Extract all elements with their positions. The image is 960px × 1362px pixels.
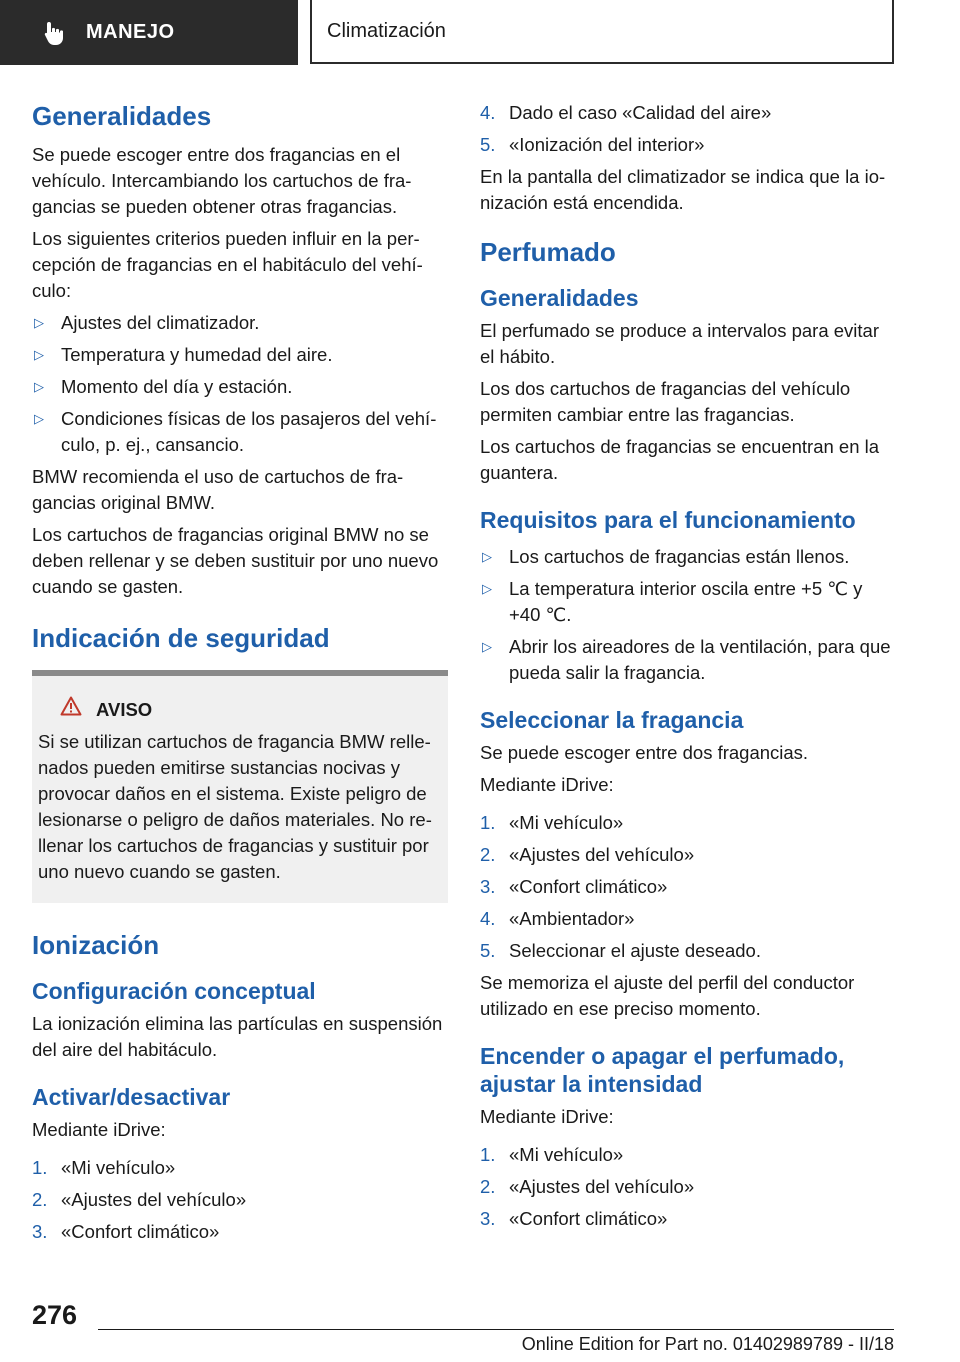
select-paragraph: Se puede escoger entre dos fragancias. bbox=[480, 742, 809, 763]
concept-text: La ionización elimina las partículas en suspensión del aire del habitáculo. bbox=[32, 1013, 443, 1060]
perfume-paragraph-3: Los cartuchos de fragancias se encuentran en la guantera. bbox=[480, 436, 880, 483]
warning-triangle-icon bbox=[60, 696, 82, 723]
triangle-bullet-icon: ▷ bbox=[482, 581, 492, 596]
list-item: 3. «Confort climático» bbox=[480, 1208, 668, 1229]
triangle-bullet-icon: ▷ bbox=[482, 549, 492, 564]
concept-heading: Configuración conceptual bbox=[32, 978, 316, 1004]
section-label: MANEJO bbox=[86, 21, 175, 43]
left-column bbox=[32, 100, 448, 1251]
list-item: ▷ La temperatura interior oscila entre +5 ℃ y +40 ℃. bbox=[482, 578, 863, 625]
header-section-tab bbox=[0, 0, 298, 65]
general-paragraph-1: Se puede escoger entre dos fragancias en el vehículo. Intercambiando los cartuchos de fragancias se pueden obtener otras fragancias. bbox=[32, 144, 412, 217]
select-intro: Mediante iDrive: bbox=[480, 774, 614, 795]
warning-text: Si se utilizan cartuchos de fragancia BMW rellenados pueden emitirse sustancias nocivas y provocar daños en el sistema. Existe peligro de lesionarse o peligro de daños materiales. No rellenar los cartuchos de fragancias y sustituir por uno nuevo cuando se gasten. bbox=[38, 731, 432, 882]
ionization-note: En la pantalla del climatizador se indica que la ionización está encendida. bbox=[480, 166, 886, 213]
footer-divider bbox=[98, 1329, 894, 1330]
perfume-general-heading: Generalidades bbox=[480, 285, 639, 311]
general-paragraph-3: BMW recomienda el uso de cartuchos de fragancias original BMW. bbox=[32, 466, 404, 513]
onoff-intro: Mediante iDrive: bbox=[480, 1106, 614, 1127]
ionization-steps bbox=[32, 1155, 448, 1245]
list-item: 1. «Mi vehículo» bbox=[480, 812, 624, 833]
ionization-steps-continued bbox=[480, 100, 896, 158]
criteria-list bbox=[32, 310, 448, 458]
triangle-bullet-icon: ▷ bbox=[34, 379, 44, 394]
ionization-heading: Ionización bbox=[32, 930, 160, 960]
list-item: 2. «Ajustes del vehículo» bbox=[480, 1176, 695, 1197]
general-paragraph-4: Los cartuchos de fragancias original BMW no se deben rellenar y se deben sustituir por uno nuevo cuando se gasten. bbox=[32, 524, 439, 597]
chapter-title: Climatización bbox=[327, 19, 446, 42]
list-item: 3. «Confort climático» bbox=[480, 876, 668, 897]
onoff-heading: Encender o apagar el perfumado, ajustar la intensidad bbox=[480, 1043, 845, 1097]
requirements-heading: Requisitos para el funcionamiento bbox=[480, 507, 856, 533]
triangle-bullet-icon: ▷ bbox=[34, 347, 44, 362]
warning-title-row bbox=[60, 696, 442, 723]
page-number: 276 bbox=[32, 1300, 78, 1330]
perfume-paragraph-2: Los dos cartuchos de fragancias del vehículo permiten cambiar entre las fragancias. bbox=[480, 378, 851, 425]
triangle-bullet-icon: ▷ bbox=[34, 411, 44, 426]
list-item: 5. Seleccionar el ajuste deseado. bbox=[480, 940, 761, 961]
warning-box bbox=[32, 670, 448, 903]
list-item: 4. Dado el caso «Calidad del aire» bbox=[480, 102, 772, 123]
list-item: 1. «Mi vehículo» bbox=[32, 1157, 176, 1178]
perfume-paragraph-1: El perfumado se produce a intervalos para evitar el hábito. bbox=[480, 320, 879, 367]
edition-note: Online Edition for Part no. 01402989789 - II/18 bbox=[521, 1334, 894, 1354]
select-heading: Seleccionar la fragancia bbox=[480, 707, 744, 733]
list-item: 5. «Ionización del interior» bbox=[480, 134, 705, 155]
triangle-bullet-icon: ▷ bbox=[34, 315, 44, 330]
select-steps bbox=[480, 810, 896, 964]
onoff-steps bbox=[480, 1142, 896, 1232]
list-item: 2. «Ajustes del vehículo» bbox=[32, 1189, 247, 1210]
triangle-bullet-icon: ▷ bbox=[482, 639, 492, 654]
general-paragraph-2: Los siguientes criterios pueden influir en la percepción de fragancias en el habitáculo del vehículo: bbox=[32, 228, 423, 301]
right-column bbox=[480, 100, 896, 1238]
requirements-list bbox=[480, 544, 896, 686]
general-heading: Generalidades bbox=[32, 101, 212, 131]
toggle-intro: Mediante iDrive: bbox=[32, 1119, 166, 1140]
list-item: 4. «Ambientador» bbox=[480, 908, 635, 929]
header-chapter-tab bbox=[310, 0, 894, 64]
list-item: ▷ Los cartuchos de fragancias están llenos. bbox=[480, 544, 896, 570]
list-item: ▷ Abrir los aireadores de la ventilación, para que pueda salir la fragancia. bbox=[482, 636, 891, 683]
list-item: ▷ Momento del día y estación. bbox=[32, 374, 448, 400]
list-item: ▷ Ajustes del climatizador. bbox=[32, 310, 448, 336]
warning-title: AVISO bbox=[96, 698, 153, 720]
toggle-heading: Activar/desactivar bbox=[32, 1084, 231, 1110]
select-note: Se memoriza el ajuste del perfil del conductor utilizado en ese preciso momento. bbox=[480, 972, 855, 1019]
list-item: 3. «Confort climático» bbox=[32, 1221, 220, 1242]
list-item: ▷ Condiciones físicas de los pasajeros del vehículo, p. ej., cansancio. bbox=[34, 408, 437, 455]
list-item: 1. «Mi vehículo» bbox=[480, 1144, 624, 1165]
list-item: 2. «Ajustes del vehículo» bbox=[480, 844, 695, 865]
steering-hand-icon bbox=[42, 20, 68, 46]
perfume-heading: Perfumado bbox=[480, 237, 616, 267]
list-item: ▷ Temperatura y humedad del aire. bbox=[32, 342, 448, 368]
safety-heading: Indicación de seguridad bbox=[32, 623, 330, 653]
